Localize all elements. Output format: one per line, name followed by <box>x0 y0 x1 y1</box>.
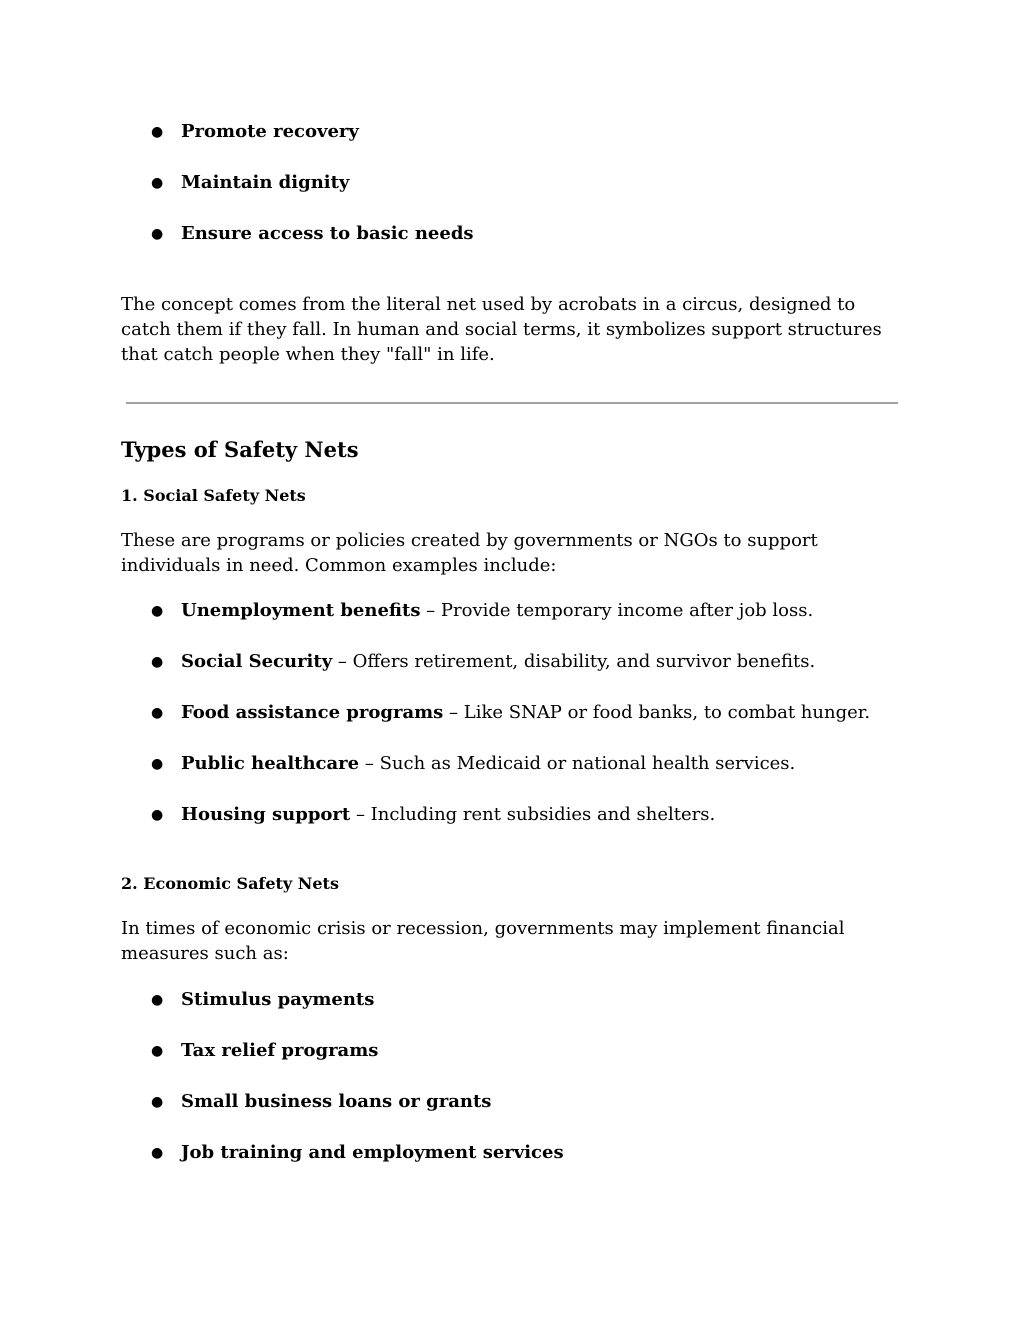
bullet-icon: ● <box>151 756 164 772</box>
concept-paragraph: The concept comes from the literal net used by acrobats in a circus, designed to catch them if they fall. In human and social terms, it symbolizes support structures that catch people when they "fall" in life. <box>121 294 882 365</box>
bullet-icon: ● <box>151 1043 164 1059</box>
intro-bullet-list <box>121 120 901 273</box>
bullet-icon: ● <box>151 603 164 619</box>
list-item-label: Social Security <box>181 651 333 672</box>
list-item <box>121 752 901 803</box>
list-item-description: – Such as Medicaid or national health services. <box>359 753 796 774</box>
section-divider <box>126 402 898 404</box>
list-item-label: Tax relief programs <box>181 1040 379 1061</box>
list-item-label: Ensure access to basic needs <box>181 223 474 244</box>
social-bullet-list <box>121 599 901 854</box>
economic-bullet-list <box>121 988 901 1192</box>
list-item-label: Food assistance programs <box>181 702 444 723</box>
list-item <box>121 1039 901 1090</box>
bullet-icon: ● <box>151 992 164 1008</box>
section-title: Types of Safety Nets <box>121 437 359 462</box>
bullet-icon: ● <box>151 1094 164 1110</box>
list-item-label: Stimulus payments <box>181 989 375 1010</box>
list-item-description: – Provide temporary income after job loss. <box>420 600 814 621</box>
bullet-icon: ● <box>151 705 164 721</box>
bullet-icon: ● <box>151 124 164 140</box>
bullet-icon: ● <box>151 807 164 823</box>
list-item-label: Maintain dignity <box>181 172 350 193</box>
bullet-icon: ● <box>151 175 164 191</box>
list-item-description: – Including rent subsidies and shelters. <box>350 804 716 825</box>
list-item <box>121 803 901 854</box>
list-item <box>121 222 901 273</box>
economic-heading: 2. Economic Safety Nets <box>121 874 339 893</box>
bullet-icon: ● <box>151 226 164 242</box>
social-heading: 1. Social Safety Nets <box>121 486 306 505</box>
social-paragraph: These are programs or policies created by governments or NGOs to support individuals in need. Common examples include: <box>121 530 818 576</box>
list-item-description: – Offers retirement, disability, and survivor benefits. <box>332 651 816 672</box>
list-item <box>121 1090 901 1141</box>
list-item <box>121 988 901 1039</box>
list-item-label: Promote recovery <box>181 121 359 142</box>
list-item-description: – Like SNAP or food banks, to combat hunger. <box>443 702 871 723</box>
list-item <box>121 650 901 701</box>
list-item-label: Small business loans or grants <box>181 1091 492 1112</box>
list-item-label: Public healthcare <box>181 753 360 774</box>
list-item <box>121 120 901 171</box>
bullet-icon: ● <box>151 1145 164 1161</box>
bullet-icon: ● <box>151 654 164 670</box>
economic-paragraph: In times of economic crisis or recession, governments may implement financial measures such as: <box>121 918 845 964</box>
list-item-label: Unemployment benefits <box>181 600 421 621</box>
list-item <box>121 599 901 650</box>
list-item-label: Job training and employment services <box>181 1142 564 1163</box>
list-item <box>121 171 901 222</box>
list-item-label: Housing support <box>181 804 351 825</box>
list-item <box>121 701 901 752</box>
list-item <box>121 1141 901 1192</box>
